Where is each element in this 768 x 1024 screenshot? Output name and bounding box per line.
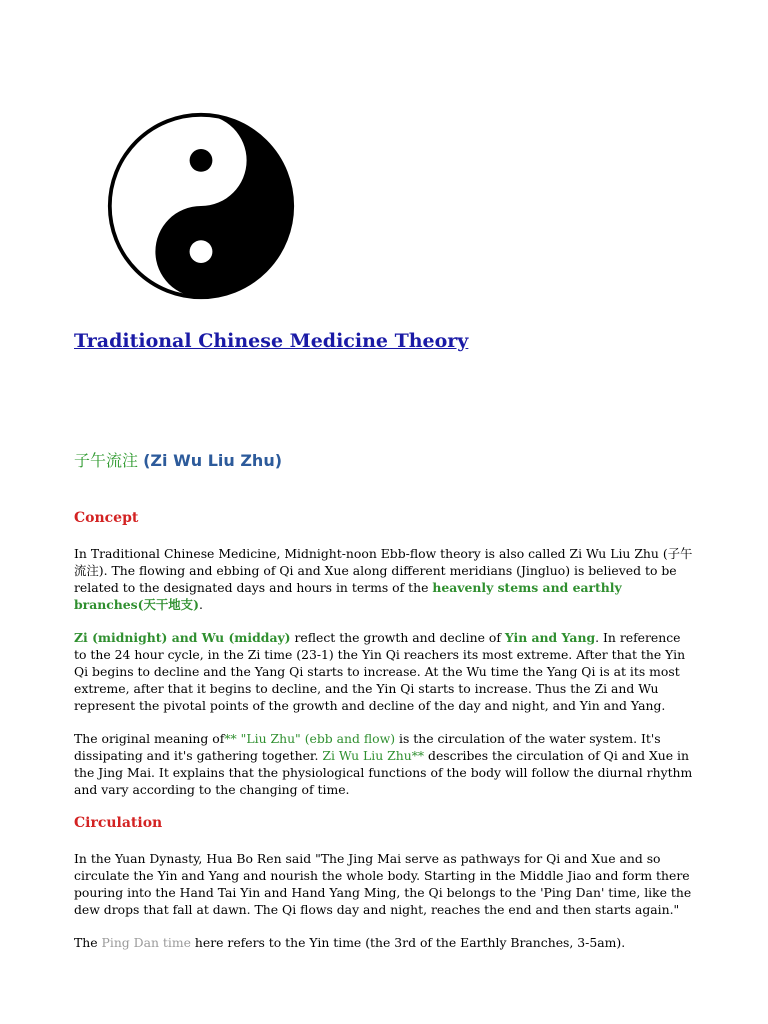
concept-p1-highlight: heavenly stems and earthly branches(天干地支) [74,580,622,612]
circulation-paragraph-2 [74,934,694,951]
concept-p2-text-2: . In reference to the 24 hour cycle, in the Zi time (23-1) the Yin Qi reachers its most extreme. After that the Yin Qi begins to decline and the Yang Qi starts to increase. At the Wu time the Yang Qi is at its most extreme, after that it begins to decline, and the Yin Qi starts to increase. Thus the Zi and Wu represent the pivotal points of the growth and decline of the day and night, and Yin and Yang. [74,630,686,713]
concept-p2-highlight-2: Yin and Yang [504,630,596,645]
concept-paragraph-2 [74,629,694,714]
subtitle-chinese: 子午流注 [74,451,139,470]
concept-p3-highlight-1: ** "Liu Zhu" (ebb and flow) [224,731,396,746]
circulation-heading: Circulation [74,815,163,831]
concept-paragraph-1 [74,545,694,613]
concept-heading: Concept [74,510,139,526]
page-title[interactable]: Traditional Chinese Medicine Theory [74,330,469,352]
circulation-p2-text-2: here refers to the Yin time (the 3rd of the Earthly Branches, 3-5am). [190,935,626,950]
circulation-paragraph-1: In the Yuan Dynasty, Hua Bo Ren said "The Jing Mai serve as pathways for Qi and Xue and so circulate the Yin and Yang and nourish the whole body. Starting in the Middle Jiao and form there pouring into the Hand Tai Yin and Hand Yang Ming, the Qi belongs to the 'Ping Dan' time, like the dew drops that fall at dawn. The Qi flows day and night, reaches the end and then starts again." [74,851,692,917]
circulation-p2-highlight: Ping Dan time [101,935,191,950]
yin-yang-symbol [106,111,296,301]
concept-p2-text-1: reflect the growth and decline of [290,630,505,645]
subtitle [74,448,282,471]
concept-p3-text-2: is the circulation of the water system. It's dissipating and it's gathering together. [74,731,661,763]
concept-p2-highlight-1: Zi (midnight) and Wu (midday) [74,630,291,645]
concept-p3-text-1: The original meaning of [74,731,225,746]
concept-paragraph-3 [74,730,694,798]
circulation-p2-text-1: The [74,935,102,950]
concept-p3-highlight-2: Zi Wu Liu Zhu** [322,748,425,763]
concept-p3-text-3: describes the circulation of Qi and Xue in the Jing Mai. It explains that the physiological functions of the body will follow the diurnal rhythm and vary according to the changing of time. [74,748,693,797]
subtitle-english: (Zi Wu Liu Zhu) [143,451,283,470]
concept-p1-text: In Traditional Chinese Medicine, Midnight-noon Ebb-flow theory is also called Zi Wu Liu Zhu (子午流注). The flowing and ebbing of Qi and Xue along different meridians (Jingluo) is believed to be related to the designated days and hours in terms of the [74,546,693,595]
concept-p1-end: . [198,597,203,612]
